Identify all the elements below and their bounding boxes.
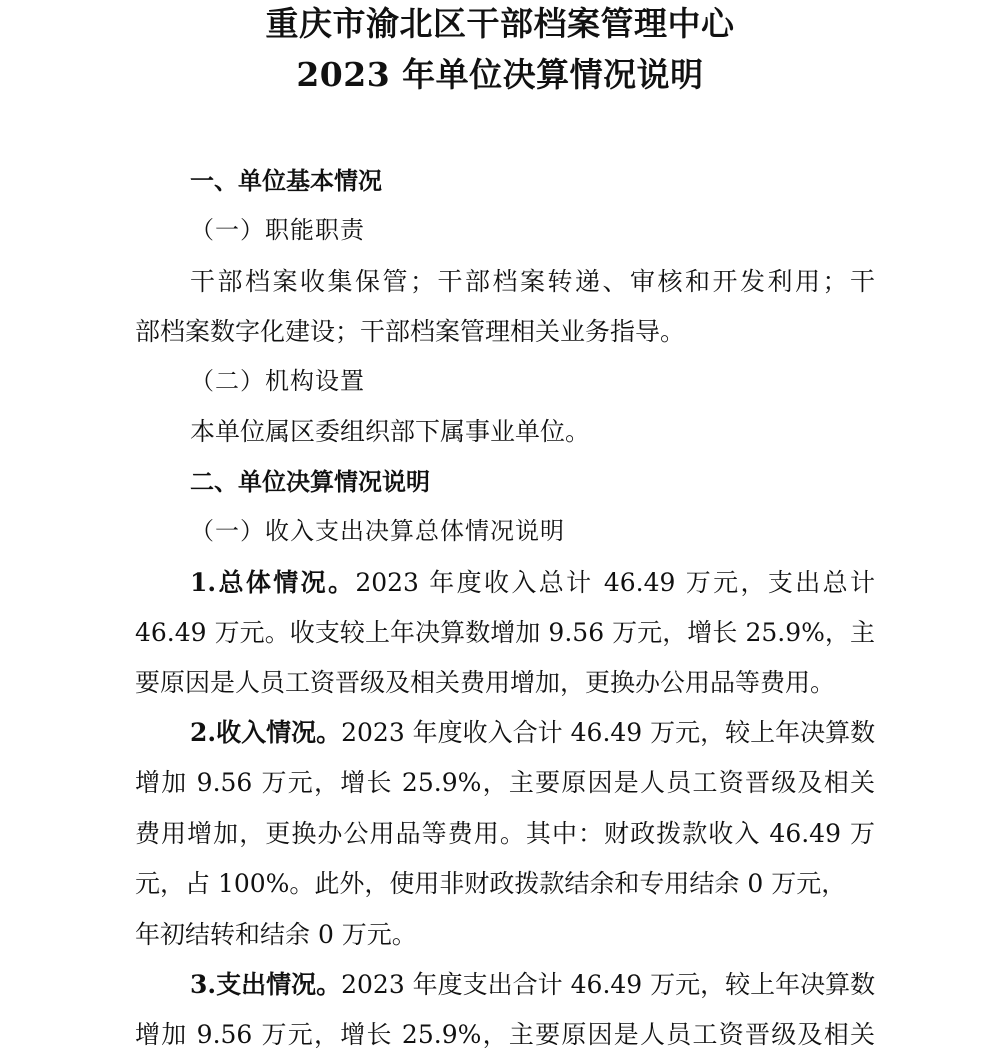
paragraph-lead: 2.收入情况。 (190, 718, 342, 747)
paragraph-expense-first-line (190, 968, 875, 1002)
document-title-line-1: 重庆市渝北区干部档案管理中心 (265, 4, 735, 43)
section-heading-final-accounts: 二、单位决算情况说明 (190, 468, 430, 496)
paragraph-overall-first-line (190, 566, 875, 600)
paragraph-line: 元，占 100%。此外，使用非财政拨款结余和专用结余 0 万元， (135, 869, 847, 898)
paragraph-line: 增加 9.56 万元，增长 25.9%，主要原因是人员工资晋级及相关 (135, 1020, 875, 1049)
subheading-income-expense-overview: （一）收入支出决算总体情况说明 (190, 517, 565, 545)
document-title-line-2: 2023 年单位决算情况说明 (296, 55, 704, 94)
paragraph-income-first-line (190, 716, 875, 750)
paragraph-text: 2023 年度支出合计 46.49 万元，较上年决算数 (341, 970, 876, 999)
paragraph-line: 年初结转和结余 0 万元。 (135, 920, 417, 949)
section-heading-basic-info: 一、单位基本情况 (190, 167, 382, 195)
paragraph-line: 增加 9.56 万元，增长 25.9%，主要原因是人员工资晋级及相关 (135, 768, 875, 797)
paragraph-line: 本单位属区委组织部下属事业单位。 (190, 417, 591, 446)
paragraph-line: 要原因是人员工资晋级及相关费用增加，更换办公用品等费用。 (135, 668, 836, 697)
paragraph-line: 干部档案收集保管；干部档案转递、审核和开发利用；干 (190, 267, 875, 296)
paragraph-lead: 1.总体情况。 (190, 568, 356, 597)
paragraph-text: 2023 年度收入合计 46.49 万元，较上年决算数 (341, 718, 876, 747)
paragraph-lead: 3.支出情况。 (190, 970, 342, 999)
paragraph-line: 费用增加，更换办公用品等费用。其中：财政拨款收入 46.49 万 (135, 819, 875, 848)
paragraph-text: 2023 年度收入总计 46.49 万元，支出总计 (355, 568, 875, 597)
paragraph-line: 部档案数字化建设；干部档案管理相关业务指导。 (135, 317, 686, 346)
subheading-organization: （二）机构设置 (190, 367, 365, 395)
paragraph-line: 46.49 万元。收支较上年决算数增加 9.56 万元，增长 25.9%，主 (135, 618, 875, 647)
subheading-functions: （一）职能职责 (190, 216, 365, 244)
